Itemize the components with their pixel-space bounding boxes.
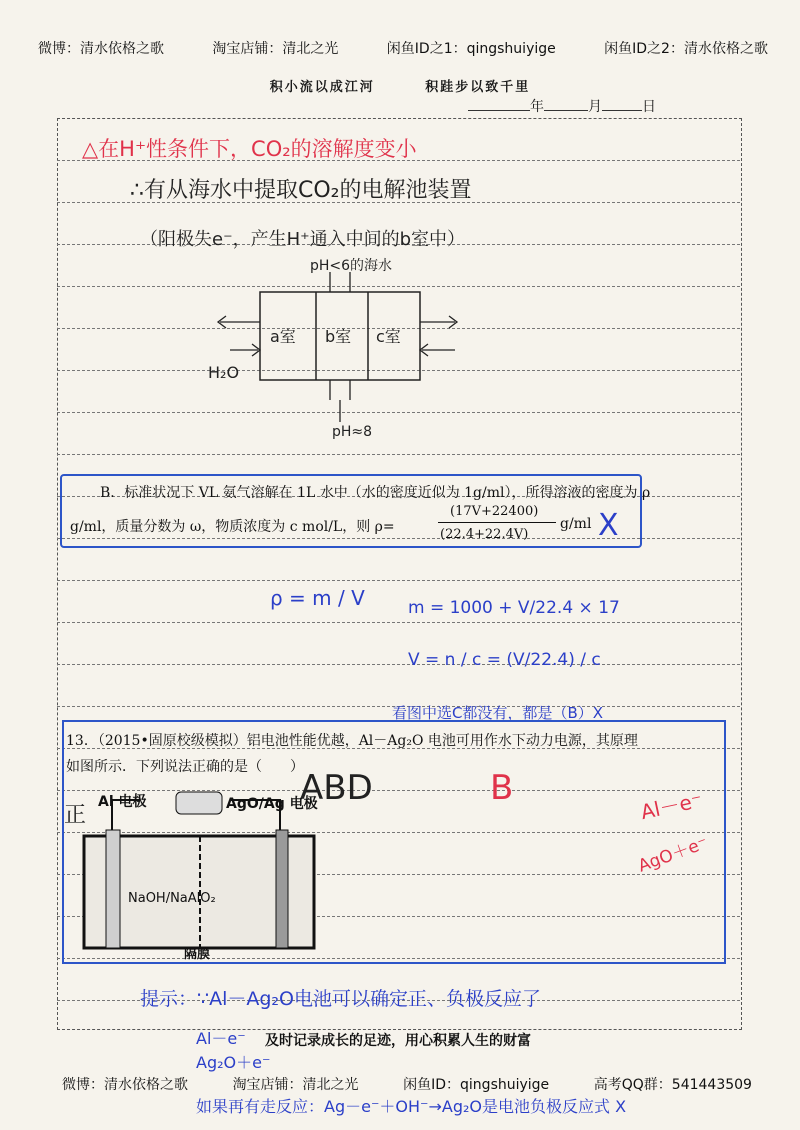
motor: [176, 792, 222, 814]
electrolysis-diagram: [200, 250, 460, 440]
note-3: 如果再有走反应：Ag－e⁻＋OH⁻→Ag₂O是电池负极反应式 X: [196, 1097, 627, 1116]
date-month: 月: [588, 99, 602, 115]
slogan: 及时记录成长的足迹，用心积累人生的财富: [265, 1033, 531, 1049]
motto: [0, 76, 800, 95]
outlet-pipe: [330, 380, 350, 422]
question-b-line1: B．标准状况下 VL 氨气溶解在 1L 水中（水的密度近似为 1g/ml），所得溶液的密度为 ρ: [100, 485, 651, 501]
header-taobao: 淘宝店铺：清北之光: [212, 41, 339, 57]
question-13-stem2: 如图所示．下列说法正确的是（ ）: [66, 759, 304, 775]
motto-left: 积小流以成江河: [269, 80, 375, 95]
label-top: pH<6的海水: [310, 258, 393, 274]
question-b-mark: X: [598, 508, 619, 543]
membrane-label: 隔膜: [184, 947, 211, 960]
header-bar: [38, 38, 768, 58]
left-mark: 正: [64, 803, 87, 828]
work-rho: ρ = m / V: [270, 586, 365, 610]
chamber-a: a室: [270, 327, 296, 346]
solution-label: NaOH/NaAlO₂: [128, 891, 216, 906]
al-electrode: [106, 830, 120, 948]
footer-xianyu: 闲鱼ID：qingshuiyige: [403, 1077, 550, 1093]
side-note-1: Al－e⁻: [638, 787, 705, 825]
footer-taobao: 淘宝店铺：清北之光: [232, 1077, 359, 1093]
ag-electrode: [276, 830, 288, 948]
header-weibo: 微博：清水依格之歌: [38, 41, 164, 57]
question-b-unit: g/ml: [560, 516, 592, 532]
arrow-right-out: [420, 316, 457, 328]
question-b-denominator: (22.4+22.4V): [440, 527, 529, 542]
arrow-right-in: [420, 344, 455, 356]
work-comment: 看图中选C都没有，都是（B）X: [392, 704, 604, 722]
side-note-2: AgO＋e⁻: [635, 833, 711, 877]
question-b-line2: g/ml，质量分数为 ω，物质浓度为 c mol/L，则 ρ=: [70, 519, 395, 535]
work-v: V = n / c = (V/22.4) / c: [408, 650, 601, 670]
al-electrode-label: Al 电极: [98, 794, 147, 810]
note-2: Ag₂O＋e⁻: [196, 1053, 271, 1072]
fraction-bar: [438, 522, 556, 523]
label-bottom: pH≈8: [332, 424, 373, 440]
footer-weibo: 微博：清水依格之歌: [62, 1077, 188, 1093]
question-13-sub-answer: B: [490, 768, 514, 808]
date-year: 年: [530, 99, 544, 115]
work-m: m = 1000 + V/22.4 × 17: [408, 598, 620, 618]
note-line-3: （阳极失e⁻，产生H⁺通入中间的b室中）: [140, 229, 466, 250]
question-13-answer: ABD: [300, 768, 373, 808]
footer-qq: 高考QQ群：541443509: [593, 1077, 752, 1093]
chamber-b: b室: [325, 327, 352, 346]
note-line-1: △在H⁺性条件下，CO₂的溶解度变小: [82, 137, 417, 161]
arrow-left-in: [230, 344, 260, 356]
chamber-c: c室: [376, 327, 401, 346]
question-13-stem1: 13．（2015•固原校级模拟）铝电池性能优越，Al－Ag₂O 电池可用作水下动力电源，其原理: [66, 733, 638, 749]
header-xianyu-2: 闲鱼ID之2：清水依格之歌: [604, 41, 768, 57]
inlet-pipe: [330, 272, 350, 292]
date-line: [468, 96, 708, 116]
note-1: Al－e⁻: [196, 1029, 246, 1048]
motto-right: 积跬步以致千里: [425, 80, 531, 95]
question-b-numerator: (17V+22400): [450, 504, 539, 519]
label-h2o: H₂O: [208, 363, 240, 382]
battery-diagram: [80, 790, 320, 960]
header-xianyu-1: 闲鱼ID之1：qingshuiyige: [386, 41, 556, 57]
hint: 提示：∵Al－Ag₂O电池可以确定正、负极反应了: [140, 988, 541, 1010]
arrow-left-out: [218, 316, 260, 328]
footer-bar: [62, 1074, 752, 1094]
note-line-2: ∴有从海水中提取CO₂的电解池装置: [130, 178, 472, 203]
ag-electrode-label: AgO/Ag 电极: [226, 796, 318, 812]
date-day: 日: [642, 99, 656, 115]
